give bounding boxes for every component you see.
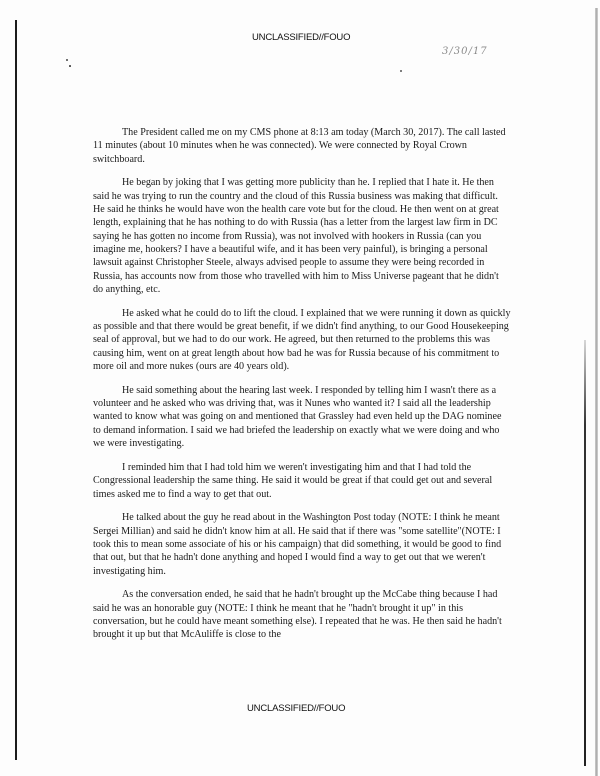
header-classification-marking: UNCLASSIFIED//FOUO — [252, 32, 351, 43]
scan-speck — [66, 59, 68, 61]
handwritten-date-annotation: 3/30/17 — [442, 46, 488, 57]
scan-speck — [69, 65, 71, 67]
paragraph-not-investigating: I reminded him that I had told him we weren't investigating him and that I had told the Congressional leadership the same thing. He said it would be great if that could get out and several times asked me to find a way to get that out. — [93, 461, 493, 500]
scan-speck — [400, 70, 402, 72]
paragraph-hearing: He said something about the hearing last week. I responded by telling him I wasn't there as a volunteer and he asked who was driving that, was it Nunes who wanted it? I said all the leadership wanted to know what was going on and mentioned that Grassley had even held up the DAG nominee to demand information. I said we had briefed the leadership on exactly what we were doing and who we were investigating. — [93, 384, 502, 450]
paragraph-russia-cloud: He began by joking that I was getting more publicity than he. I replied that I hate it. He then said he was trying to run the country and the cloud of this Russia business was making that difficult. He said he thinks he would have won the health care vote but for the cloud. He then went on at great length, explaining that he has nothing to do with Russia (has a letter from the largest law firm in DC saying he has gotten no income from Russia), was not involved with hookers in Russia (can you imagine me, hookers? I have a beautiful wife, and it has been very painful), is bringing a personal lawsuit against Christopher Steele, always advised people to assume they were being recorded in Russia, has accounts now from those who travelled with him to Miss Universe pageant that he didn't do anything, etc. — [93, 177, 499, 295]
memo-body — [93, 126, 511, 652]
footer-classification-marking: UNCLASSIFIED//FOUO — [247, 703, 346, 714]
paragraph-conversation-end: As the conversation ended, he said that he hadn't brought up the McCabe thing because I had said he was an honorable guy (NOTE: I think he meant that he "hadn't brought it up" in this conversation, but he could have meant something else). I repeated that he was. He then said he hadn't brought it up but that McAuliffe is close to the — [93, 589, 502, 641]
scan-artifact-right-edge — [595, 8, 598, 776]
scan-artifact-right-line — [584, 340, 586, 766]
scan-artifact-left-edge — [15, 20, 17, 760]
paragraph-call-details: The President called me on my CMS phone at 8:13 am today (March 30, 2017). The call lasted 11 minutes (about 10 minutes when he was connected). We were connected by Royal Crown switchboard. — [93, 127, 506, 165]
paragraph-washington-post: He talked about the guy he read about in the Washington Post today (NOTE: I think he meant Sergei Millian) and said he didn't know him at all. He said that if there was "some satellite"(NOTE: I took this to mean some associate of his or his campaign) that did something, it would be good to find that out, but that he hadn't done anything and hoped I would find a way to get out that we weren't investigating him. — [93, 512, 502, 577]
paragraph-lift-cloud: He asked what he could do to lift the cloud. I explained that we were running it down as quickly as possible and that there would be great benefit, if we didn't find anything, to our Good Housekeeping seal of approval, but we had to do our work. He agreed, but then returned to the problems this was causing him, went on at great length about how bad he was for Russia because of his commitment to more oil and more nukes (ours are 40 years old). — [93, 307, 511, 372]
